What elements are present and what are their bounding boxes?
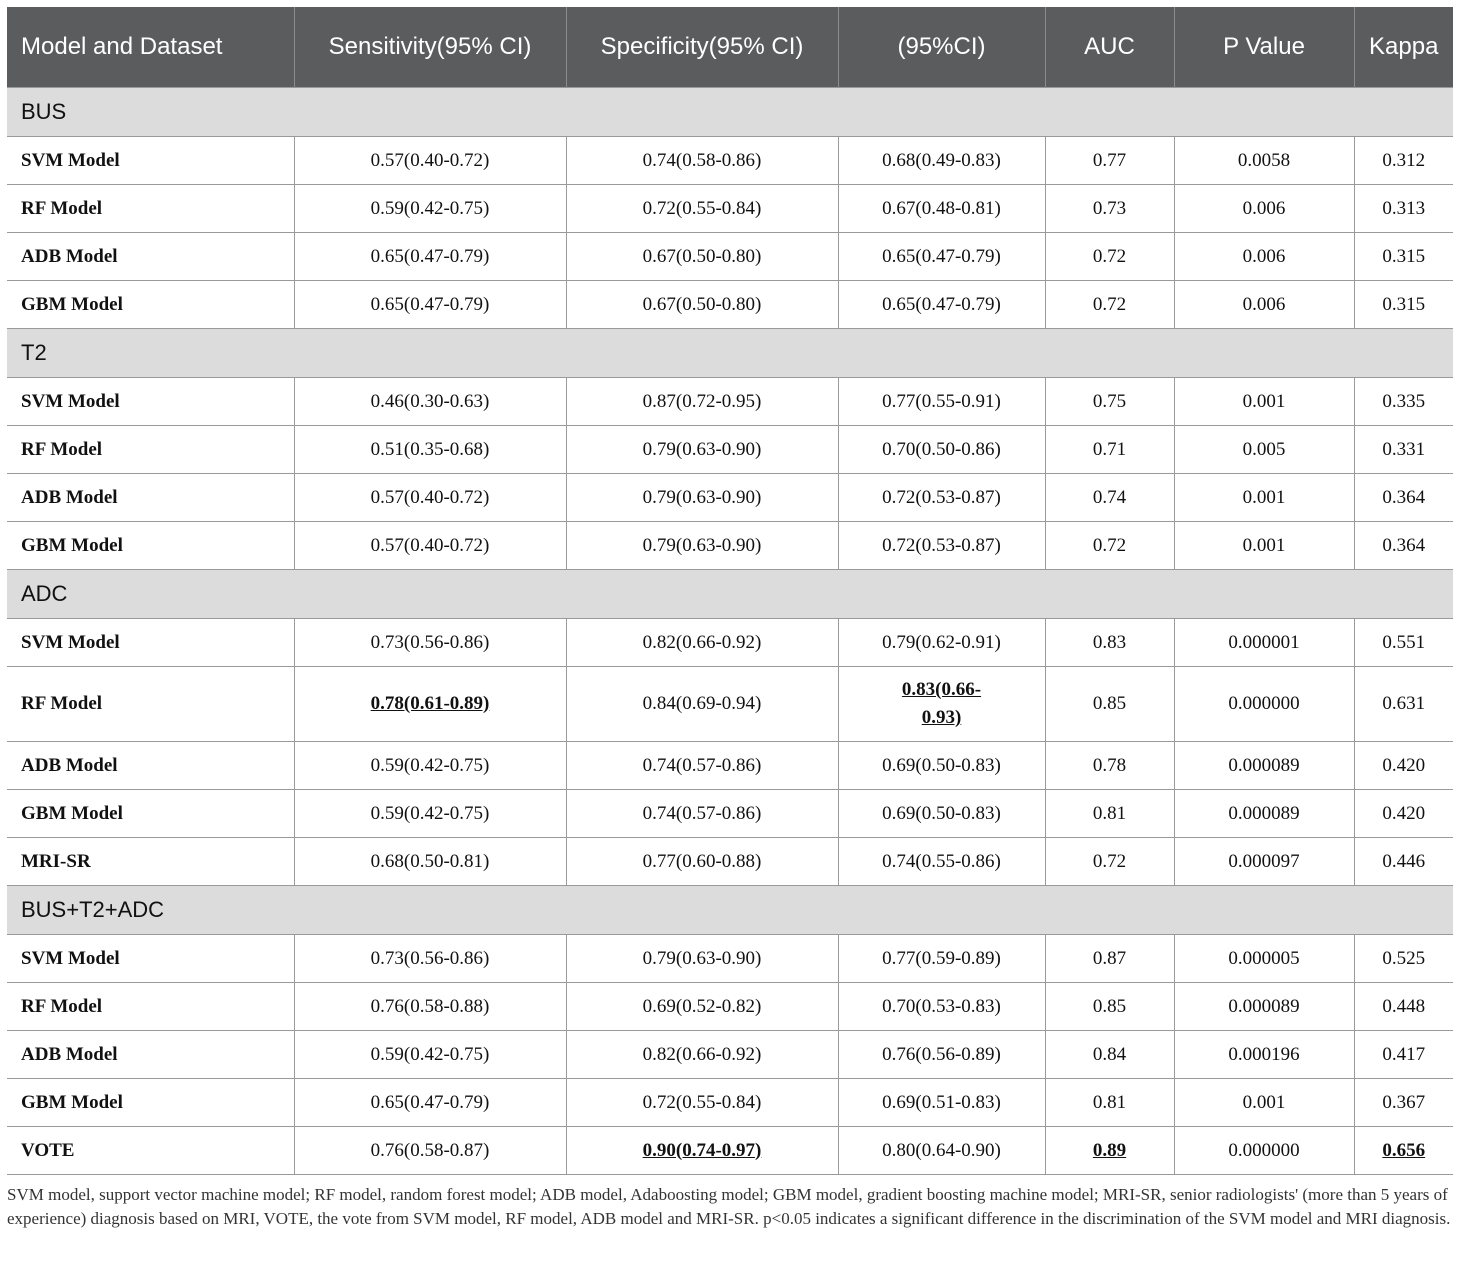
model-name: RF Model — [7, 667, 294, 742]
auc-cell: 0.85 — [1045, 667, 1174, 742]
best-value-highlight: 0.78(0.61-0.89) — [370, 693, 490, 714]
specificity-cell: 0.74(0.58-0.86) — [566, 137, 838, 185]
table-row — [7, 935, 1453, 983]
model-name: MRI-SR — [7, 838, 294, 886]
table-footnote: SVM model, support vector machine model; RF model, random forest model; ADB model, Adaboosting model; GBM model, gradient boosting machine model; MRI-SR, senior radiologists' (more than 5 years of experience) diagnosis based on MRI, VOTE, the vote from SVM model, RF model, ADB model and MRI-SR. p<0.05 indicates a significant difference in the discrimination of the SVM model and MRI diagnosis. — [7, 1185, 1451, 1228]
table-row — [7, 667, 1453, 742]
p-value-cell: 0.000089 — [1174, 790, 1354, 838]
sensitivity-cell: 0.59(0.42-0.75) — [294, 185, 566, 233]
specificity-cell: 0.79(0.63-0.90) — [566, 935, 838, 983]
auc-cell: 0.72 — [1045, 522, 1174, 570]
table-row — [7, 619, 1453, 667]
ci-cell: 0.70(0.53-0.83) — [838, 983, 1045, 1031]
kappa-cell — [1354, 1127, 1453, 1175]
specificity-cell — [566, 1127, 838, 1175]
ci-cell: 0.69(0.51-0.83) — [838, 1079, 1045, 1127]
auc-cell: 0.85 — [1045, 983, 1174, 1031]
kappa-cell: 0.364 — [1354, 522, 1453, 570]
table-row — [7, 790, 1453, 838]
auc-cell — [1045, 1127, 1174, 1175]
table-row — [7, 983, 1453, 1031]
p-value-cell: 0.000001 — [1174, 619, 1354, 667]
sensitivity-cell: 0.76(0.58-0.87) — [294, 1127, 566, 1175]
table-row — [7, 1031, 1453, 1079]
ci-cell: 0.74(0.55-0.86) — [838, 838, 1045, 886]
sensitivity-cell: 0.46(0.30-0.63) — [294, 378, 566, 426]
kappa-cell: 0.448 — [1354, 983, 1453, 1031]
ci-cell: 0.79(0.62-0.91) — [838, 619, 1045, 667]
header-auc: AUC — [1045, 7, 1174, 88]
kappa-cell: 0.331 — [1354, 426, 1453, 474]
kappa-cell: 0.446 — [1354, 838, 1453, 886]
specificity-cell: 0.79(0.63-0.90) — [566, 474, 838, 522]
auc-cell: 0.77 — [1045, 137, 1174, 185]
sensitivity-cell: 0.59(0.42-0.75) — [294, 790, 566, 838]
auc-cell: 0.81 — [1045, 1079, 1174, 1127]
section-row-t2 — [7, 329, 1453, 378]
p-value-cell: 0.000005 — [1174, 935, 1354, 983]
sensitivity-cell: 0.65(0.47-0.79) — [294, 281, 566, 329]
p-value-cell: 0.001 — [1174, 1079, 1354, 1127]
specificity-cell: 0.67(0.50-0.80) — [566, 233, 838, 281]
model-name: GBM Model — [7, 1079, 294, 1127]
sensitivity-cell: 0.68(0.50-0.81) — [294, 838, 566, 886]
sensitivity-cell: 0.73(0.56-0.86) — [294, 619, 566, 667]
specificity-cell: 0.82(0.66-0.92) — [566, 1031, 838, 1079]
best-value-highlight: 0.90(0.74-0.97) — [642, 1139, 762, 1161]
auc-cell: 0.72 — [1045, 233, 1174, 281]
kappa-cell: 0.335 — [1354, 378, 1453, 426]
model-name: GBM Model — [7, 790, 294, 838]
header-row — [7, 7, 1453, 88]
kappa-cell: 0.312 — [1354, 137, 1453, 185]
p-value-cell: 0.000000 — [1174, 667, 1354, 742]
ci-cell: 0.80(0.64-0.90) — [838, 1127, 1045, 1175]
ci-cell: 0.69(0.50-0.83) — [838, 790, 1045, 838]
best-value-highlight: 0.89 — [1092, 1139, 1127, 1161]
header-sensitivity: Sensitivity(95% CI) — [294, 7, 566, 88]
specificity-cell: 0.79(0.63-0.90) — [566, 522, 838, 570]
kappa-cell: 0.313 — [1354, 185, 1453, 233]
section-label: ADC — [7, 570, 1453, 619]
specificity-cell: 0.72(0.55-0.84) — [566, 1079, 838, 1127]
ci-cell: 0.76(0.56-0.89) — [838, 1031, 1045, 1079]
section-row-combined — [7, 886, 1453, 935]
best-value-highlight: 0.83(0.66-0.93) — [901, 679, 982, 728]
model-name: VOTE — [7, 1127, 294, 1175]
sensitivity-cell: 0.59(0.42-0.75) — [294, 1031, 566, 1079]
model-name: SVM Model — [7, 137, 294, 185]
model-name: SVM Model — [7, 378, 294, 426]
p-value-cell: 0.000089 — [1174, 983, 1354, 1031]
header-kappa: Kappa — [1354, 7, 1453, 88]
ci-cell: 0.67(0.48-0.81) — [838, 185, 1045, 233]
p-value-cell: 0.001 — [1174, 522, 1354, 570]
auc-cell: 0.72 — [1045, 838, 1174, 886]
table-row — [7, 233, 1453, 281]
section-row-bus — [7, 88, 1453, 137]
model-name: GBM Model — [7, 281, 294, 329]
auc-cell: 0.72 — [1045, 281, 1174, 329]
auc-cell: 0.71 — [1045, 426, 1174, 474]
p-value-cell: 0.001 — [1174, 378, 1354, 426]
model-name: RF Model — [7, 983, 294, 1031]
sensitivity-cell: 0.57(0.40-0.72) — [294, 474, 566, 522]
ci-cell — [838, 667, 1045, 742]
specificity-cell: 0.74(0.57-0.86) — [566, 742, 838, 790]
auc-cell: 0.87 — [1045, 935, 1174, 983]
sensitivity-cell: 0.59(0.42-0.75) — [294, 742, 566, 790]
auc-cell: 0.74 — [1045, 474, 1174, 522]
ci-cell: 0.65(0.47-0.79) — [838, 233, 1045, 281]
table-row — [7, 378, 1453, 426]
p-value-cell: 0.000000 — [1174, 1127, 1354, 1175]
specificity-cell: 0.67(0.50-0.80) — [566, 281, 838, 329]
auc-cell: 0.75 — [1045, 378, 1174, 426]
specificity-cell: 0.72(0.55-0.84) — [566, 185, 838, 233]
auc-cell: 0.84 — [1045, 1031, 1174, 1079]
specificity-cell: 0.69(0.52-0.82) — [566, 983, 838, 1031]
ci-cell: 0.69(0.50-0.83) — [838, 742, 1045, 790]
sensitivity-cell: 0.73(0.56-0.86) — [294, 935, 566, 983]
sensitivity-cell: 0.65(0.47-0.79) — [294, 233, 566, 281]
kappa-cell: 0.525 — [1354, 935, 1453, 983]
specificity-cell: 0.77(0.60-0.88) — [566, 838, 838, 886]
model-name: ADB Model — [7, 474, 294, 522]
model-name: GBM Model — [7, 522, 294, 570]
auc-cell: 0.78 — [1045, 742, 1174, 790]
p-value-cell: 0.000097 — [1174, 838, 1354, 886]
table-row — [7, 137, 1453, 185]
kappa-cell: 0.367 — [1354, 1079, 1453, 1127]
table-row — [7, 838, 1453, 886]
best-value-highlight: 0.656 — [1382, 1139, 1426, 1161]
section-label: BUS — [7, 88, 1453, 137]
section-label: T2 — [7, 329, 1453, 378]
kappa-cell: 0.315 — [1354, 233, 1453, 281]
table-row — [7, 185, 1453, 233]
kappa-cell: 0.315 — [1354, 281, 1453, 329]
specificity-cell: 0.87(0.72-0.95) — [566, 378, 838, 426]
ci-cell: 0.68(0.49-0.83) — [838, 137, 1045, 185]
auc-cell: 0.83 — [1045, 619, 1174, 667]
ci-cell: 0.65(0.47-0.79) — [838, 281, 1045, 329]
p-value-cell: 0.005 — [1174, 426, 1354, 474]
ci-cell: 0.72(0.53-0.87) — [838, 474, 1045, 522]
header-specificity: Specificity(95% CI) — [566, 7, 838, 88]
auc-cell: 0.81 — [1045, 790, 1174, 838]
kappa-cell: 0.631 — [1354, 667, 1453, 742]
sensitivity-cell: 0.76(0.58-0.88) — [294, 983, 566, 1031]
kappa-cell: 0.364 — [1354, 474, 1453, 522]
specificity-cell: 0.79(0.63-0.90) — [566, 426, 838, 474]
header-model-dataset: Model and Dataset — [7, 7, 294, 88]
specificity-cell: 0.82(0.66-0.92) — [566, 619, 838, 667]
p-value-cell: 0.000089 — [1174, 742, 1354, 790]
model-name: RF Model — [7, 185, 294, 233]
p-value-cell: 0.0058 — [1174, 137, 1354, 185]
kappa-cell: 0.551 — [1354, 619, 1453, 667]
model-name: ADB Model — [7, 233, 294, 281]
p-value-cell: 0.000196 — [1174, 1031, 1354, 1079]
section-label: BUS+T2+ADC — [7, 886, 1453, 935]
model-name: SVM Model — [7, 935, 294, 983]
model-name: ADB Model — [7, 742, 294, 790]
model-name: ADB Model — [7, 1031, 294, 1079]
p-value-cell: 0.006 — [1174, 281, 1354, 329]
table-row — [7, 522, 1453, 570]
table-row — [7, 1127, 1453, 1175]
results-table-container — [7, 7, 1453, 1231]
ci-cell: 0.70(0.50-0.86) — [838, 426, 1045, 474]
ci-cell: 0.72(0.53-0.87) — [838, 522, 1045, 570]
table-row — [7, 426, 1453, 474]
p-value-cell: 0.006 — [1174, 233, 1354, 281]
kappa-cell: 0.420 — [1354, 742, 1453, 790]
table-row — [7, 281, 1453, 329]
kappa-cell: 0.417 — [1354, 1031, 1453, 1079]
header-ci: (95%CI) — [838, 7, 1045, 88]
p-value-cell: 0.001 — [1174, 474, 1354, 522]
header-p-value: P Value — [1174, 7, 1354, 88]
specificity-cell: 0.84(0.69-0.94) — [566, 667, 838, 742]
specificity-cell: 0.74(0.57-0.86) — [566, 790, 838, 838]
sensitivity-cell: 0.57(0.40-0.72) — [294, 522, 566, 570]
table-row — [7, 474, 1453, 522]
model-name: SVM Model — [7, 619, 294, 667]
ci-cell: 0.77(0.59-0.89) — [838, 935, 1045, 983]
section-row-adc — [7, 570, 1453, 619]
sensitivity-cell: 0.65(0.47-0.79) — [294, 1079, 566, 1127]
p-value-cell: 0.006 — [1174, 185, 1354, 233]
ci-cell: 0.77(0.55-0.91) — [838, 378, 1045, 426]
results-table — [7, 7, 1453, 1175]
sensitivity-cell — [294, 667, 566, 742]
table-row — [7, 742, 1453, 790]
auc-cell: 0.73 — [1045, 185, 1174, 233]
table-row — [7, 1079, 1453, 1127]
sensitivity-cell: 0.51(0.35-0.68) — [294, 426, 566, 474]
model-name: RF Model — [7, 426, 294, 474]
sensitivity-cell: 0.57(0.40-0.72) — [294, 137, 566, 185]
kappa-cell: 0.420 — [1354, 790, 1453, 838]
